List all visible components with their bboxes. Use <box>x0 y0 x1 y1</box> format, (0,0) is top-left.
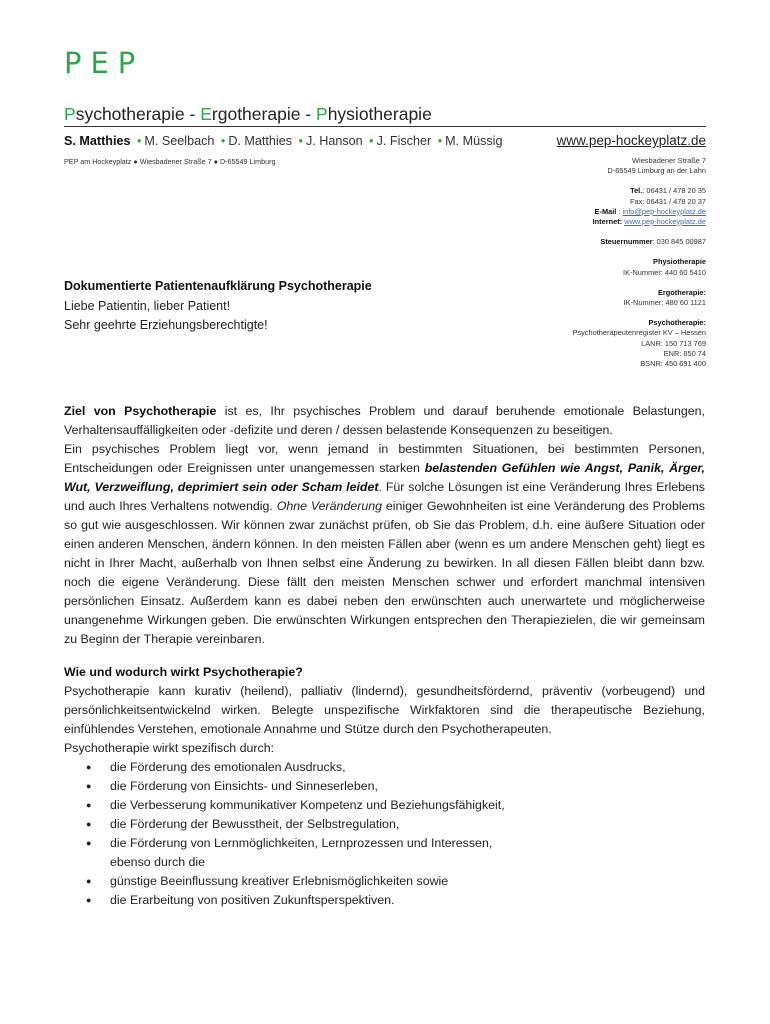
staff-member: M. Seelbach <box>144 134 215 148</box>
internet-label: Internet: <box>592 217 623 227</box>
list-item: ● die Förderung von Einsichts- und Sinneserleben, <box>64 777 705 796</box>
bsnr: BSNR: 450 691 400 <box>640 359 706 369</box>
paragraph-text: Ein psychisches Problem liegt vor, wenn jemand in bestimmten Situationen, bei bestimmten Personen, Entscheidungen oder Ereignissen unter unangemessen starken <box>64 442 705 475</box>
list-item: ● günstige Beeinflussung kreativer Erlebnismöglichkeiten sowie <box>64 872 705 891</box>
greeting <box>64 297 268 335</box>
physio-label: Physiotherapie <box>653 257 706 267</box>
list-item: ● die Förderung von Lernmöglichkeiten, Lernprozessen und Interessen, <box>64 834 705 853</box>
tagline-initial-1: P <box>64 104 76 124</box>
internet-link[interactable]: www.pep-hockeyplatz.de <box>624 217 706 227</box>
list-item: ● die Förderung der Bewusstheit, der Selbstregulation, <box>64 815 705 834</box>
document-title: Dokumentierte Patientenaufklärung Psychotherapie <box>64 279 372 293</box>
tagline-separator-2: - <box>300 104 317 124</box>
tagline-initial-3: P <box>316 104 328 124</box>
ergo-ik: IK-Nummer: 480 60 1121 <box>623 298 706 308</box>
emphasis-change: Ohne Veränderung <box>276 499 383 513</box>
contact-block <box>406 156 706 369</box>
fax: Fax: 06431 / 478 20 37 <box>629 196 706 206</box>
email-link[interactable]: info@pep-hockeyplatz.de <box>622 206 706 216</box>
tax-label: Steuernummer <box>600 237 653 247</box>
staff-member: J. Fischer <box>376 134 432 148</box>
list-item: ● die Erarbeitung von positiven Zukunftsperspektiven. <box>64 891 705 910</box>
tagline-word-1: sychotherapie <box>75 104 185 124</box>
phone <box>406 186 706 196</box>
greeting-line-2: Sehr geehrte Erziehungsberechtigte! <box>64 318 268 332</box>
psycho-label: Psychotherapie: <box>648 318 706 328</box>
sender-address-line: PEP am Hockeyplatz ● Wiesbadener Straße 7 ● D-65549 Limburg <box>64 157 276 166</box>
lanr: LANR: 150 713 769 <box>641 338 706 348</box>
email-label: E-Mail <box>594 206 617 216</box>
header-divider <box>64 126 706 127</box>
paragraph-text: einiger Gewohnheiten ist eine Veränderung des Problems so gut wie ausgeschlossen. Wir können zwar zunächst prüfen, ob Sie das Problem, d.h. eine äußere Situation oder einen anderen Menschen, ändern können. In den meisten Fällen aber (wenn es um andere Menschen geht) liegt es nicht in Ihrer Macht, außerhalb von Ihnen selbst eine Änderung zu bewirken. In all diesen Fällen bleibt dann bzw. noch die eigene Veränderung. Diese fällt den meisten Menschen schwer und erfordert manchmal intensiven persönlichen Einsatz. Außerdem kann es dabei neben den erwünschten auch unerwartete und möglicherweise unangenehme Wirkungen geben. Die erwünschten Wirkungen entsprechen den Therapiezielen, die wir gemeinsam zu Beginn der Therapie vereinbaren. <box>64 499 705 646</box>
physio-ik: IK-Nummer: 440 60 5410 <box>623 267 706 277</box>
staff-list <box>64 134 503 148</box>
paragraph-goal <box>64 402 705 440</box>
staff-member: M. Müssig <box>445 134 503 148</box>
greeting-line-1: Liebe Patientin, lieber Patient! <box>64 299 231 313</box>
paragraph-lead: Ziel von Psychotherapie <box>64 404 217 418</box>
internet <box>406 217 706 227</box>
list-item-continuation: ebenso durch die <box>110 855 206 869</box>
bullet-dot: • <box>298 134 303 148</box>
paragraph-specific: Psychotherapie wirkt spezifisch durch: <box>64 741 275 755</box>
street: Wiesbadener Straße 7 <box>632 156 706 165</box>
bullet-dot: • <box>136 134 142 148</box>
tagline-word-3: hysiotherapie <box>327 104 432 124</box>
paragraph-effects: Psychotherapie kann kurativ (heilend), palliativ (lindernd), gesundheitsfördernd, präventiv (vorbeugend) und persönlichkeitsentwickelnd wirken. Belegte unspezifische Wirkfaktoren sind die therapeutische Beziehung, einfühlendes Verstehen, emotionale Annahme und Stütze durch den Psychotherapeuten. <box>64 684 705 736</box>
emphasis-feelings: belastenden Gefühlen wie Angst, Panik, Ärger, Wut, Verzweiflung, deprimiert sein oder Scham leidet <box>64 461 705 494</box>
phone-label: Tel. <box>630 186 643 196</box>
tax-value: : 030 845 00987 <box>652 237 706 247</box>
tagline-initial-2: E <box>200 104 212 124</box>
ergo-label: Ergotherapie: <box>657 287 706 297</box>
effects-list <box>64 758 705 910</box>
tagline-separator-1: - <box>184 104 201 124</box>
list-item: ● die Förderung des emotionalen Ausdrucks, <box>64 758 705 777</box>
paragraph-problem <box>64 440 705 649</box>
tax-number <box>406 237 706 247</box>
paragraph-text: ist es, Ihr psychisches Problem und darauf beruhende emotionale Belastungen, Verhaltensauffälligkeiten oder -defizite und deren / dessen belastende Konsequenzen zu beseitigen. <box>64 404 705 437</box>
document-body <box>64 402 705 910</box>
pep-logo: PEP <box>64 46 145 80</box>
section-heading: Wie und wodurch wirkt Psychotherapie? <box>64 665 303 679</box>
email: E-Mail : info@pep-hockeyplatz.de <box>594 206 706 216</box>
staff-lead: S. Matthies <box>64 134 131 148</box>
paragraph-text: . Für solche Lösungen ist eine Veränderung Ihres Erlebens und auch Ihres Verhaltens notwendig. <box>64 480 706 513</box>
phone-value: : 06431 / 478 20 35 <box>642 186 706 196</box>
tagline-word-2: rgotherapie <box>211 104 301 124</box>
bullet-dot: • <box>369 134 374 148</box>
psycho-register: Psychotherapeutenregister KV – Hessen <box>572 328 706 338</box>
enr: ENR: 850 74 <box>663 348 706 358</box>
staff-member: J. Hanson <box>305 134 363 148</box>
bullet-dot: • <box>220 134 226 148</box>
website-link[interactable]: www.pep-hockeyplatz.de <box>556 133 706 148</box>
city: D-65549 Limburg an der Lahn <box>607 166 706 176</box>
list-item: ● die Verbesserung kommunikativer Kompetenz und Beziehungsfähigkeit, <box>64 796 705 815</box>
bullet-dot: • <box>437 134 443 148</box>
staff-member: D. Matthies <box>228 134 293 148</box>
tagline <box>64 104 432 125</box>
